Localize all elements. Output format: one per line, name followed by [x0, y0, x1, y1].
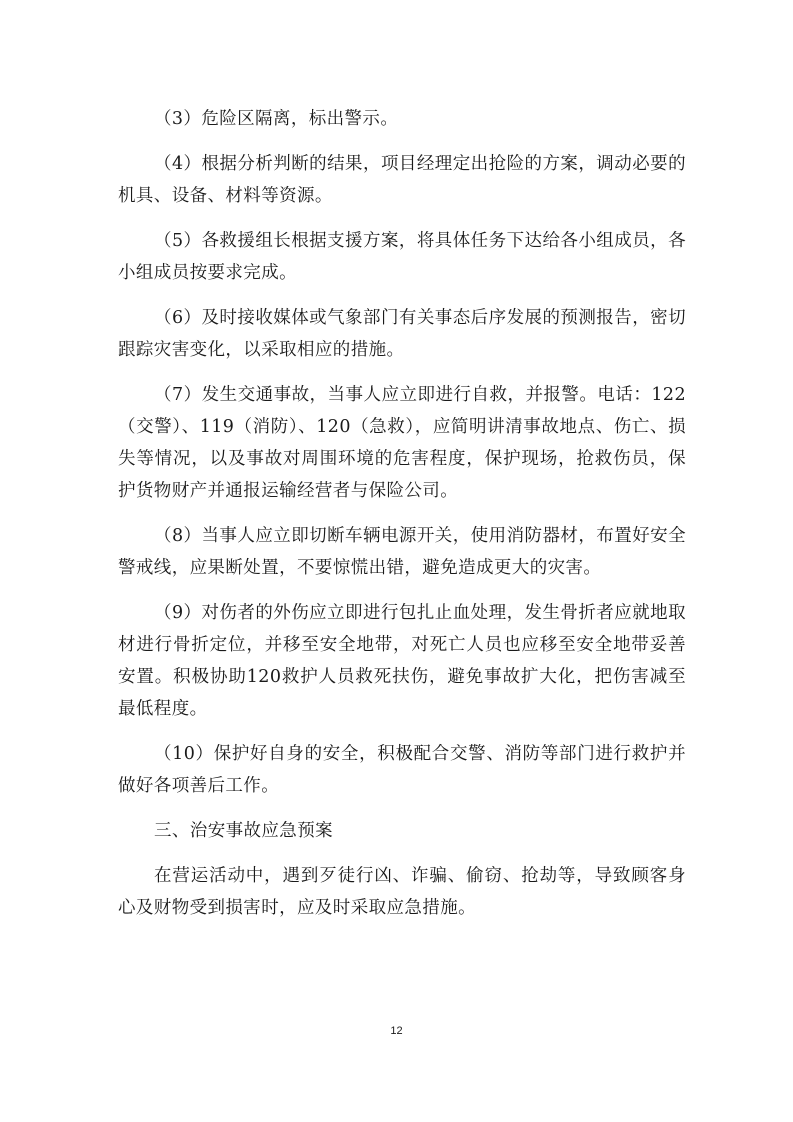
paragraph-item-9: （9）对伤者的外伤应立即进行包扎止血处理，发生骨折者应就地取材进行骨折定位，并移至安全地带，对死亡人员也应移至安全地带妥善安置。积极协助120救护人员救死扶伤，避免事故扩大化，把伤害减至最低程度。 [118, 603, 686, 719]
page-number: 12 [390, 1025, 403, 1037]
paragraph-item-7: （7）发生交通事故，当事人应立即进行自救，并报警。电话：122（交警）、119（消防）、120（急救），应简明讲清事故地点、伤亡、损失等情况，以及事故对周围环境的危害程度，保护现场，抢救伤员，保护货物财产并通报运输经营者与保险公司。 [118, 385, 686, 501]
paragraph-item-4: （4）根据分析判断的结果，项目经理定出抢险的方案，调动必要的机具、设备、材料等资源。 [118, 154, 686, 206]
section-heading: 三、治安事故应急预案 [154, 821, 333, 841]
paragraph-item-6: （6）及时接收媒体或气象部门有关事态后序发展的预测报告，密切跟踪灾害变化，以采取相应的措施。 [118, 308, 686, 360]
section-intro-paragraph: 在营运活动中，遇到歹徒行凶、诈骗、偷窃、抢劫等，导致顾客身心及财物受到损害时，应及时采取应急措施。 [118, 866, 686, 918]
paragraph-item-3: （3）危险区隔离，标出警示。 [154, 109, 399, 129]
paragraph-item-10: （10）保护好自身的安全，积极配合交警、消防等部门进行救护并做好各项善后工作。 [118, 744, 686, 796]
paragraph-item-5: （5）各救援组长根据支援方案，将具体任务下达给各小组成员，各小组成员按要求完成。 [118, 231, 686, 283]
document-body [118, 103, 686, 924]
paragraph-item-8: （8）当事人应立即切断车辆电源开关，使用消防器材，布置好安全警戒线，应果断处置，不要惊慌出错，避免造成更大的灾害。 [118, 526, 686, 578]
